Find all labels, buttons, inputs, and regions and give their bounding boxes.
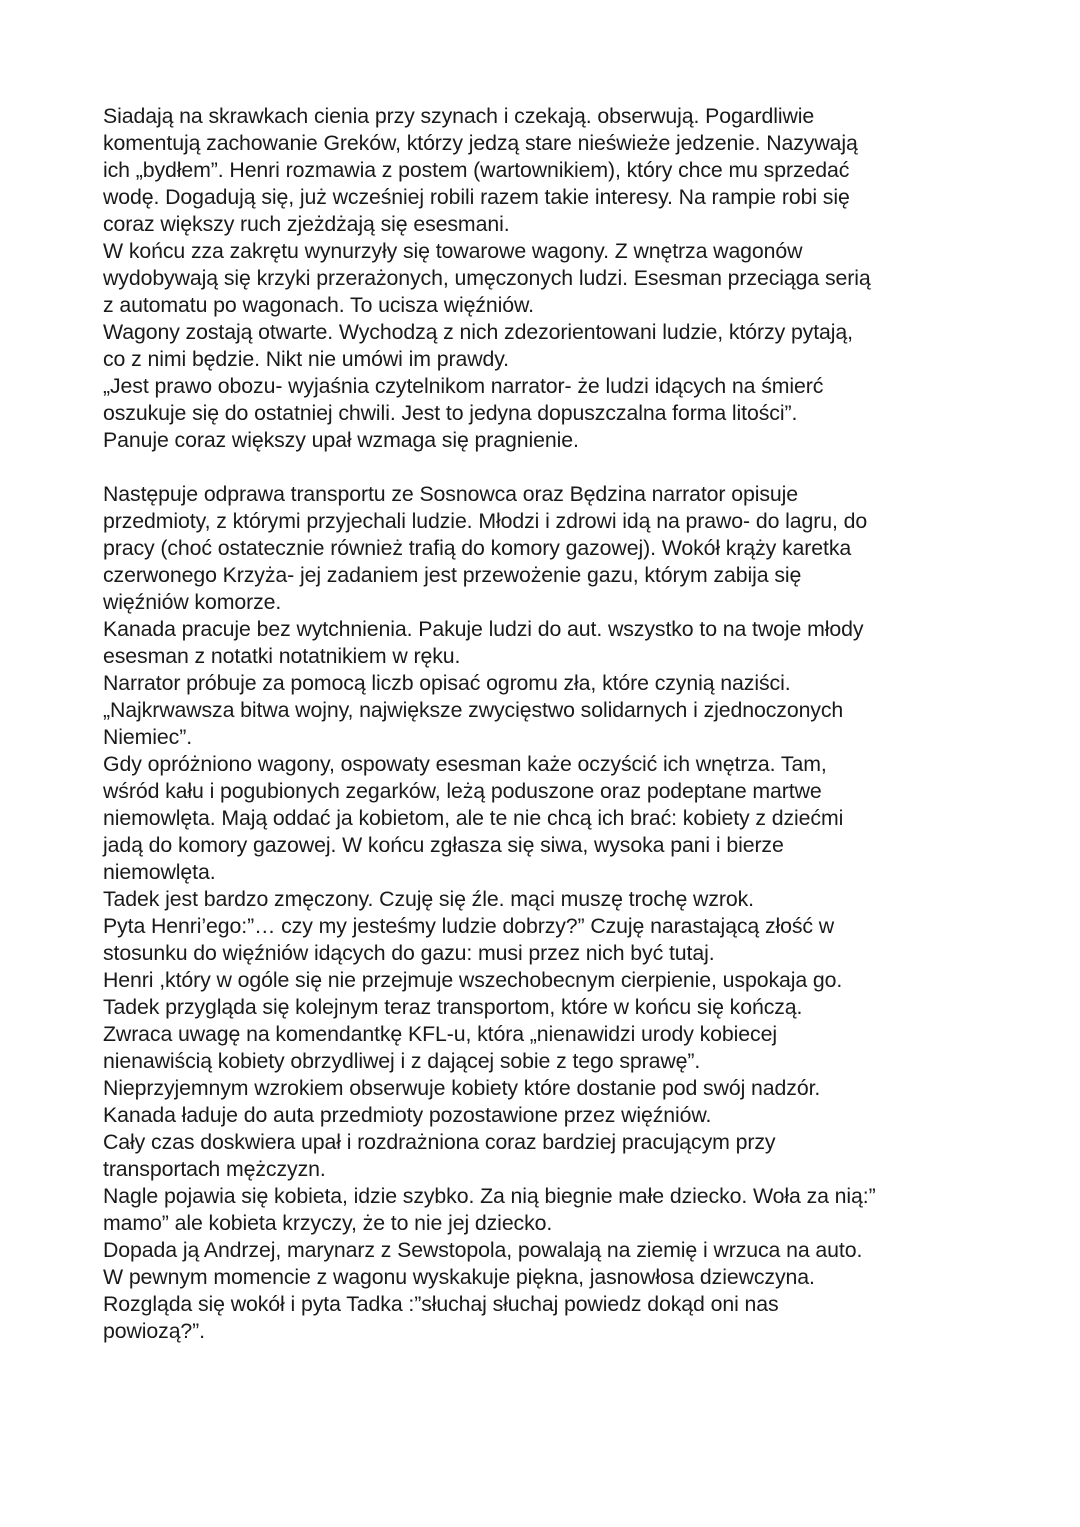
paragraph [103,1021,1003,1075]
paragraph-gap [103,454,1003,481]
paragraph [103,1264,1003,1291]
text-line: „Jest prawo obozu- wyjaśnia czytelnikom narrator- że ludzi idących na śmierć [103,374,824,398]
text-line: W końcu zza zakrętu wynurzyły się towarowe wagony. Z wnętrza wagonów [103,239,803,263]
text-line: Nieprzyjemnym wzrokiem obserwuje kobiety które dostanie pod swój nadzór. [103,1076,821,1100]
text-line: przedmioty, z którymi przyjechali ludzie. Młodzi i zdrowi idą na prawo- do lagru, do [103,509,868,533]
text-line: ich „bydłem”. Henri rozmawia z postem (wartownikiem), który chce mu sprzedać [103,158,850,182]
text-line: Niemiec”. [103,725,193,749]
text-line: pracy (choć ostatecznie również trafią do komory gazowej). Wokół krąży karetka [103,536,852,560]
text-line: Tadek przygląda się kolejnym teraz transportom, które w końcu się kończą. [103,995,803,1019]
text-line: coraz większy ruch zjeżdżają się esesmani. [103,212,510,236]
paragraph [103,1075,1003,1102]
text-line: wydobywają się krzyki przerażonych, umęczonych ludzi. Esesman przeciąga serią [103,266,871,290]
text-line: W pewnym momencie z wagonu wyskakuje piękna, jasnowłosa dziewczyna. [103,1265,815,1289]
paragraph [103,1102,1003,1129]
text-line: Zwraca uwagę na komendantkę KFL-u, która „nienawidzi urody kobiecej [103,1022,777,1046]
paragraph [103,697,1003,751]
text-line: Narrator próbuje za pomocą liczb opisać ogromu zła, które czynią naziści. [103,671,791,695]
text-line: esesman z notatki notatnikiem w ręku. [103,644,461,668]
paragraph [103,751,1003,886]
text-line: Nagle pojawia się kobieta, idzie szybko. Za nią biegnie małe dziecko. Woła za nią:” [103,1184,876,1208]
text-line: czerwonego Krzyża- jej zadaniem jest przewożenie gazu, którym zabija się [103,563,802,587]
text-line: niemowlęta. Mają oddać ja kobietom, ale te nie chcą ich brać: kobiety z dziećmi [103,806,844,830]
text-line: Henri ,który w ogóle się nie przejmuje wszechobecnym cierpienie, uspokaja go. [103,968,843,992]
document-page [103,103,1003,1345]
paragraph [103,427,1003,454]
text-line: Kanada ładuje do auta przedmioty pozostawione przez więźniów. [103,1103,712,1127]
text-line: powiozą?”. [103,1319,205,1343]
text-line: Wagony zostają otwarte. Wychodzą z nich zdezorientowani ludzie, którzy pytają, [103,320,853,344]
text-line: wodę. Dogadują się, już wcześniej robili razem takie interesy. Na rampie robi się [103,185,850,209]
text-line: Następuje odprawa transportu ze Sosnowca oraz Będzina narrator opisuje [103,482,799,506]
paragraph [103,238,1003,319]
paragraph [103,967,1003,994]
text-line: Pyta Henri’ego:”… czy my jesteśmy ludzie dobrzy?” Czuję narastającą złość w [103,914,835,938]
paragraph [103,1237,1003,1264]
text-line: mamo” ale kobieta krzyczy, że to nie jej dziecko. [103,1211,553,1235]
text-line: Panuje coraz większy upał wzmaga się pragnienie. [103,428,579,452]
paragraph [103,994,1003,1021]
paragraph [103,1183,1003,1237]
text-line: Kanada pracuje bez wytchnienia. Pakuje ludzi do aut. wszystko to na twoje młody [103,617,864,641]
text-line: co z nimi będzie. Nikt nie umówi im prawdy. [103,347,509,371]
section-1 [103,103,1003,454]
text-line: „Najkrwawsza bitwa wojny, największe zwycięstwo solidarnych i zjednoczonych [103,698,844,722]
text-line: Gdy opróżniono wagony, ospowaty esesman każe oczyścić ich wnętrza. Tam, [103,752,827,776]
text-line: jadą do komory gazowej. W końcu zgłasza się siwa, wysoka pani i bierze [103,833,784,857]
text-line: Rozgląda się wokół i pyta Tadka :”słuchaj słuchaj powiedz dokąd oni nas [103,1292,779,1316]
text-line: nienawiścią kobiety obrzydliwej i z dającej sobie z tego sprawę”. [103,1049,701,1073]
text-line: wśród kału i pogubionych zegarków, leżą poduszone oraz podeptane martwe [103,779,822,803]
paragraph [103,616,1003,670]
paragraph [103,319,1003,373]
text-line: więźniów komorze. [103,590,282,614]
text-line: Dopada ją Andrzej, marynarz z Sewstopola, powalają na ziemię i wrzuca na auto. [103,1238,863,1262]
text-line: Siadają na skrawkach cienia przy szynach i czekają. obserwują. Pogardliwie [103,104,815,128]
text-line: Tadek jest bardzo zmęczony. Czuję się źle. mąci muszę trochę wzrok. [103,887,754,911]
text-line: stosunku do więźniów idących do gazu: musi przez nich być tutaj. [103,941,715,965]
paragraph [103,373,1003,427]
section-2 [103,481,1003,1345]
text-line: Cały czas doskwiera upał i rozdrażniona coraz bardziej pracującym przy [103,1130,776,1154]
text-line: komentują zachowanie Greków, którzy jedzą stare nieświeże jedzenie. Nazywają [103,131,858,155]
text-line: transportach mężczyzn. [103,1157,326,1181]
paragraph [103,1129,1003,1183]
paragraph [103,913,1003,967]
text-line: niemowlęta. [103,860,216,884]
paragraph [103,1291,1003,1345]
paragraph [103,481,1003,616]
paragraph [103,670,1003,697]
paragraph [103,886,1003,913]
text-line: z automatu po wagonach. To ucisza więźniów. [103,293,534,317]
paragraph [103,103,1003,238]
text-line: oszukuje się do ostatniej chwili. Jest to jedyna dopuszczalna forma litości”. [103,401,798,425]
